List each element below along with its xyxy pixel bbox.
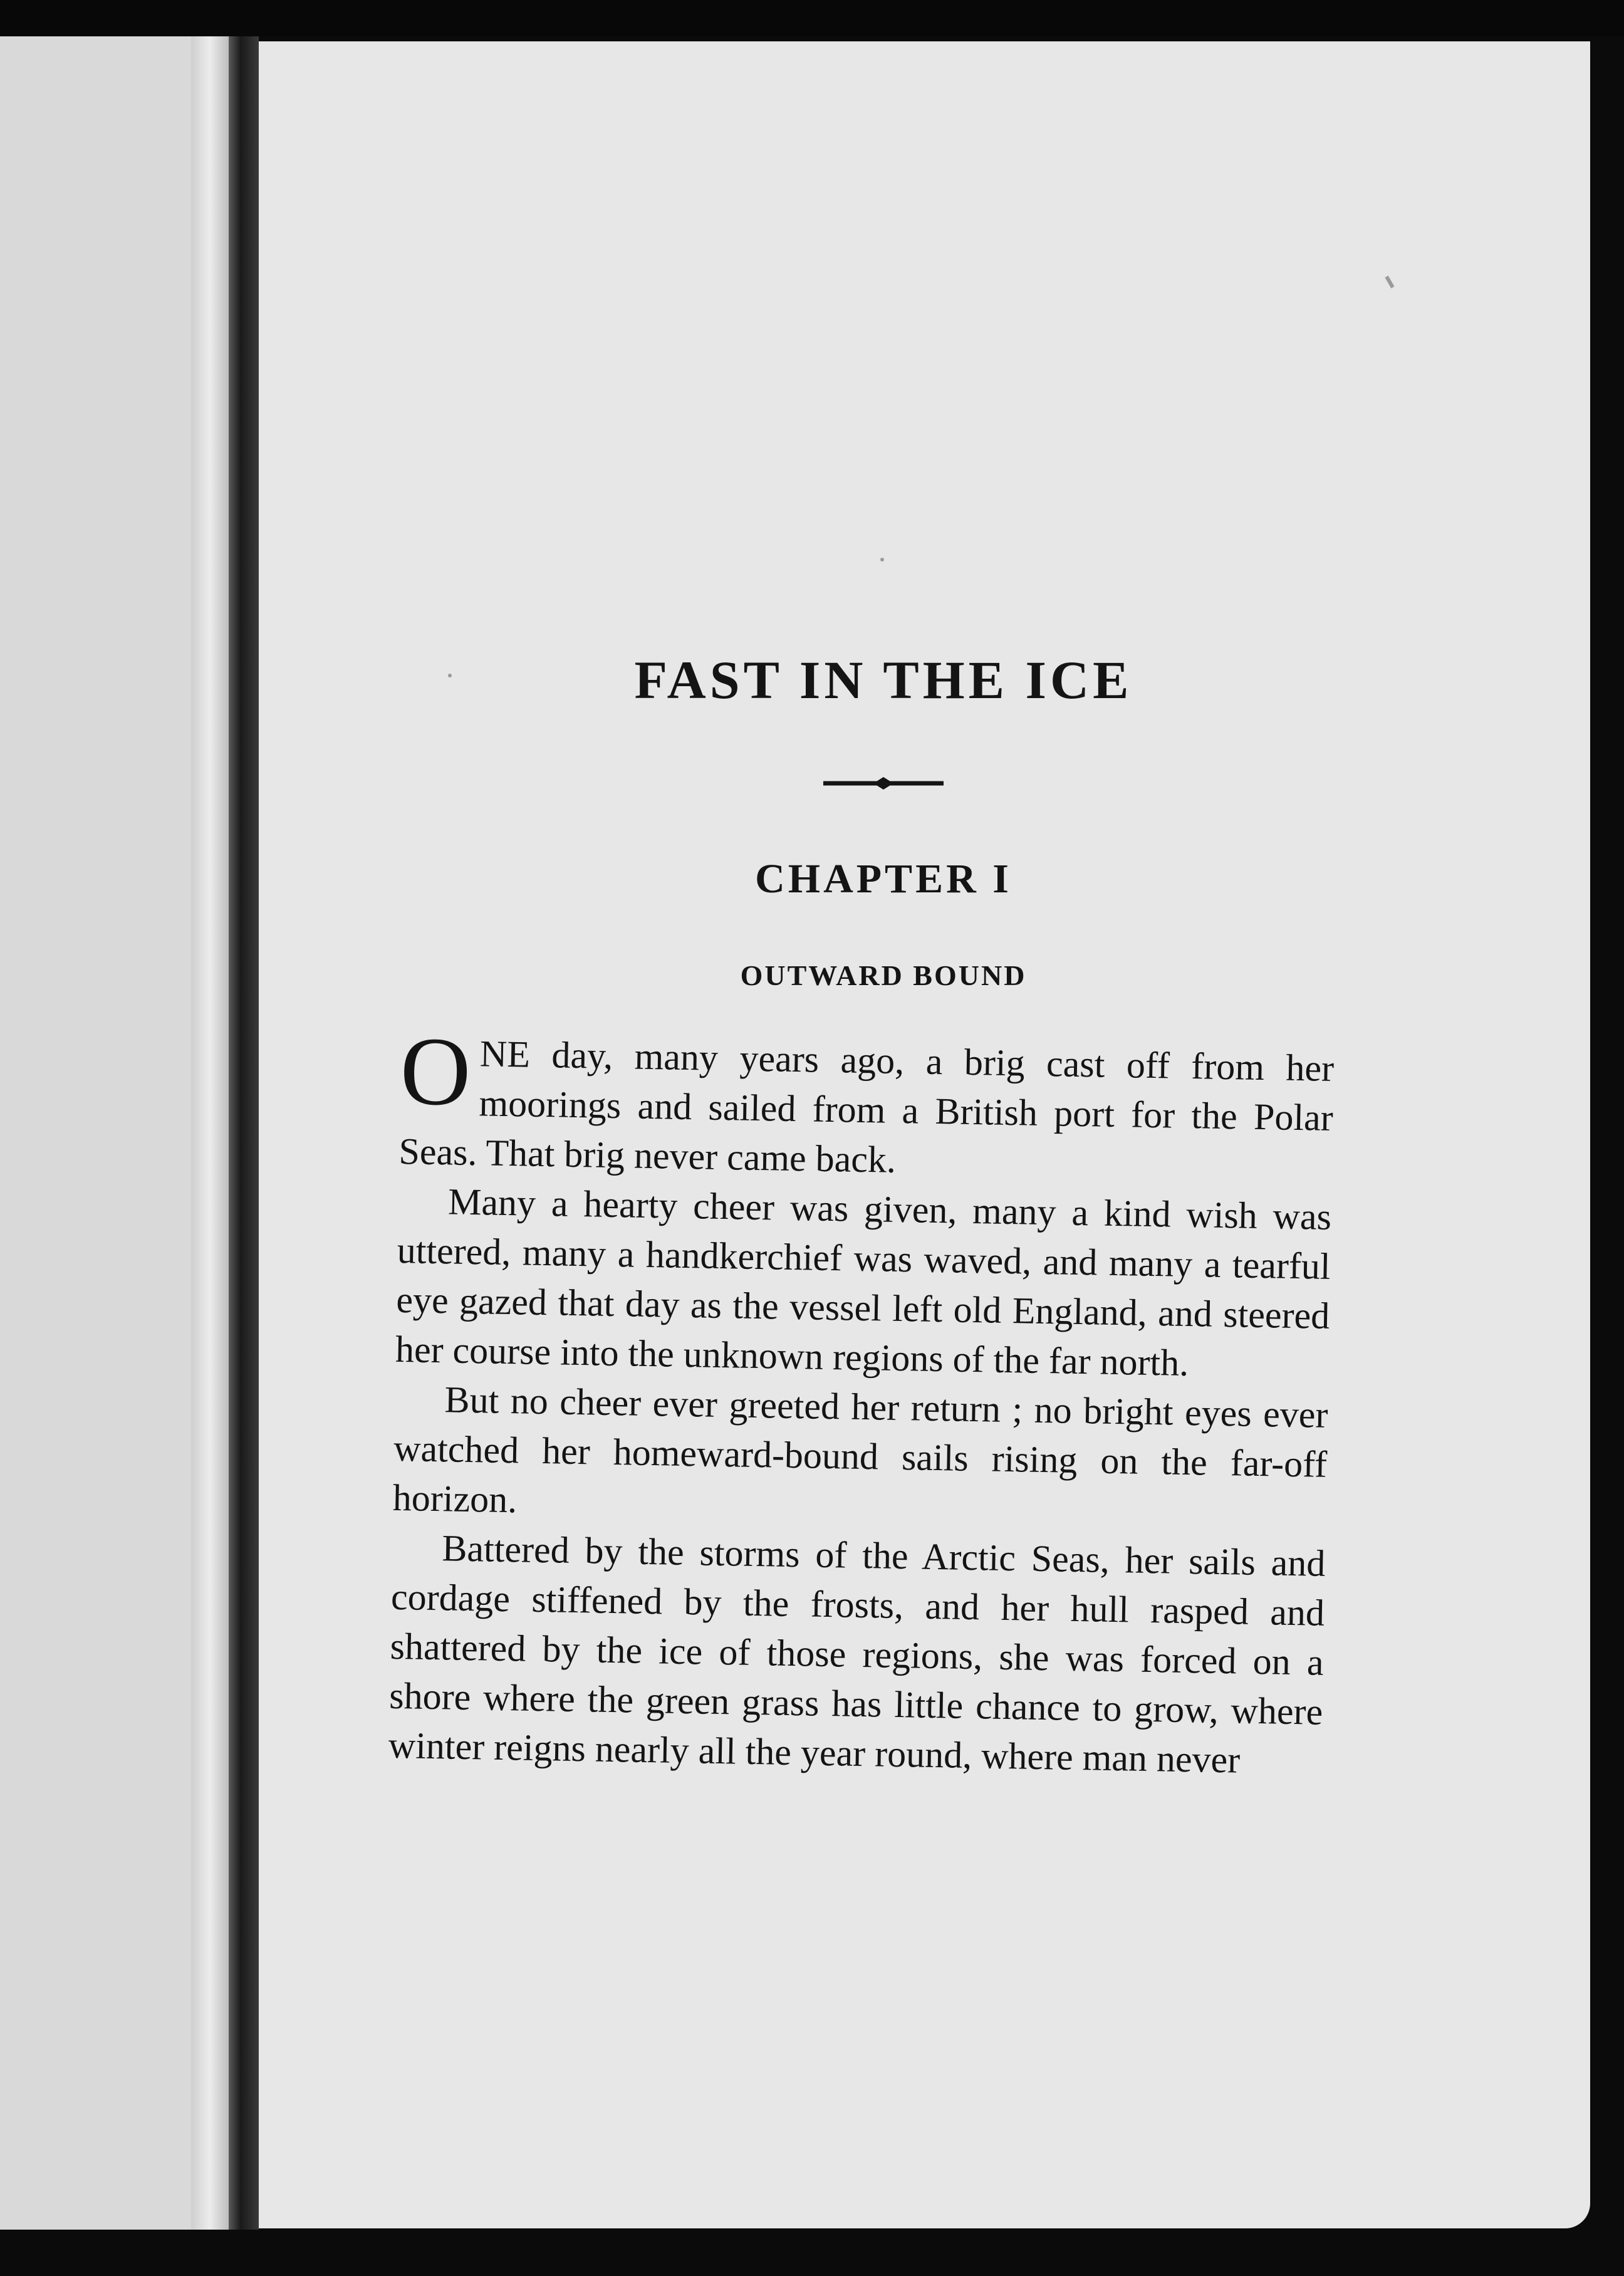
paragraph-2: Many a hearty cheer was given, many a kind wish was uttered, many a handkerchief was waved, and many a tearful eye gazed that day as the vessel left old England, and steered her course into the unknown regions of the far north. bbox=[395, 1181, 1332, 1384]
paragraph-3: But no cheer ever greeted her return ; no bright eyes ever watched her homeward-bound sails rising on the far-off horizon. bbox=[392, 1379, 1329, 1521]
paragraph-1 bbox=[398, 1016, 1335, 1193]
page-speck bbox=[448, 674, 452, 677]
paragraph-1-text: NE day, many years ago, a brig cast off from her moorings and sailed from a British port for the Polar Seas. That brig never came back. bbox=[398, 1033, 1335, 1181]
paragraph-4: Battered by the storms of the Arctic Seas, her sails and cordage stiffened by the frosts, and her hull rasped and shattered by the ice of those regions, she was forced on a shore where the green grass has little chance to grow, where winter reigns nearly all the year round, where man never bbox=[388, 1527, 1326, 1781]
chapter-heading: CHAPTER I bbox=[755, 856, 1012, 902]
page-speck bbox=[880, 558, 884, 561]
chapter-subtitle: OUTWARD BOUND bbox=[740, 959, 1027, 991]
book-title: FAST IN THE ICE bbox=[634, 650, 1133, 710]
drop-cap: O bbox=[399, 1016, 472, 1126]
title-ornament-rule bbox=[821, 774, 946, 793]
chapter-body bbox=[388, 1016, 1335, 1787]
